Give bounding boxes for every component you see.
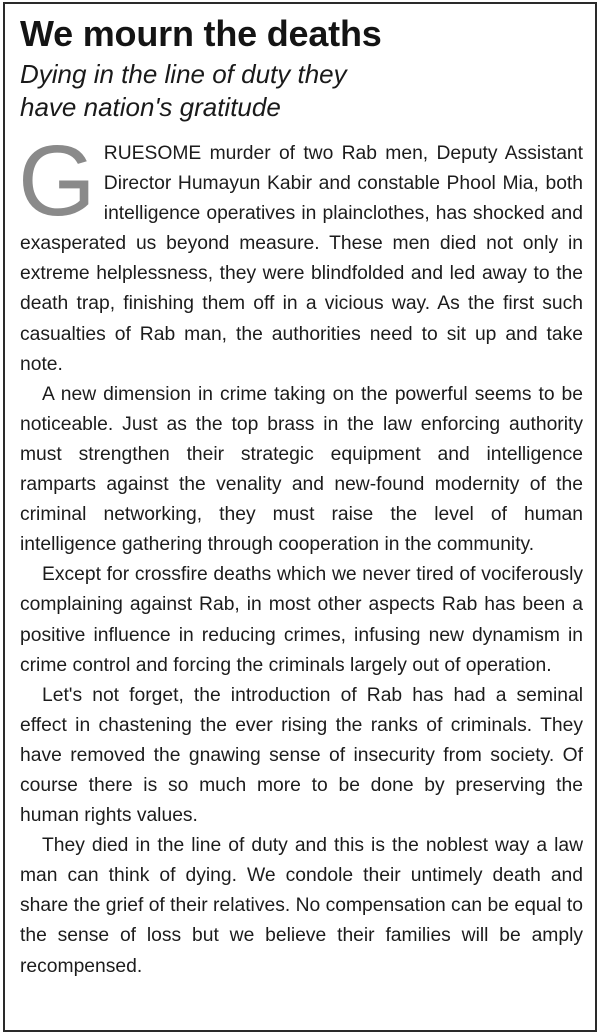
- paragraph-1-text: RUESOME murder of two Rab men, Deputy Assistant Director Humayun Kabir and constable Phool Mia, both intelligence operatives in plainclothes, has shocked and exasperated us beyond measure. These men died not only in extreme helplessness, they were blindfolded and led away to the death trap, finishing them off in a vicious way. As the first such casualties of Rab man, the authorities need to sit up and take note.: [20, 143, 583, 375]
- paragraph-4: Let's not forget, the introduction of Rab has had a seminal effect in chastening the ever rising the ranks of criminals. They have removed the gnawing sense of insecurity from society. Of course there is so much more to be done by preserving the human rights values.: [20, 684, 583, 827]
- paragraph-2: A new dimension in crime taking on the powerful seems to be noticeable. Just as the top brass in the law enforcing authority must strengthen their strategic equipment and intelligence ramparts against the venality and new-found modernity of the criminal networking, they must raise the level of human intelligence gathering through cooperation in the community.: [20, 383, 583, 556]
- subheadline: [20, 58, 583, 124]
- article-frame: [3, 2, 597, 1032]
- paragraph-1: [18, 125, 583, 380]
- paragraph-5: They died in the line of duty and this is the noblest way a law man can think of dying. We condole their untimely death and share the grief of their relatives. No compensation can be equal to the sense of loss but we believe their families will be amply recompensed.: [20, 835, 583, 977]
- paragraph-3: Except for crossfire deaths which we never tired of vociferously complaining against Rab, in most other aspects Rab has been a positive influence in reducing crimes, infusing new dynamism in crime control and forcing the criminals largely out of operation.: [20, 564, 583, 676]
- subheadline-line-2: have nation's gratitude: [20, 92, 281, 122]
- drop-cap: G: [18, 125, 96, 237]
- article-body: [18, 125, 583, 982]
- headline: We mourn the deaths: [20, 13, 382, 54]
- subheadline-line-1: Dying in the line of duty they: [20, 59, 347, 89]
